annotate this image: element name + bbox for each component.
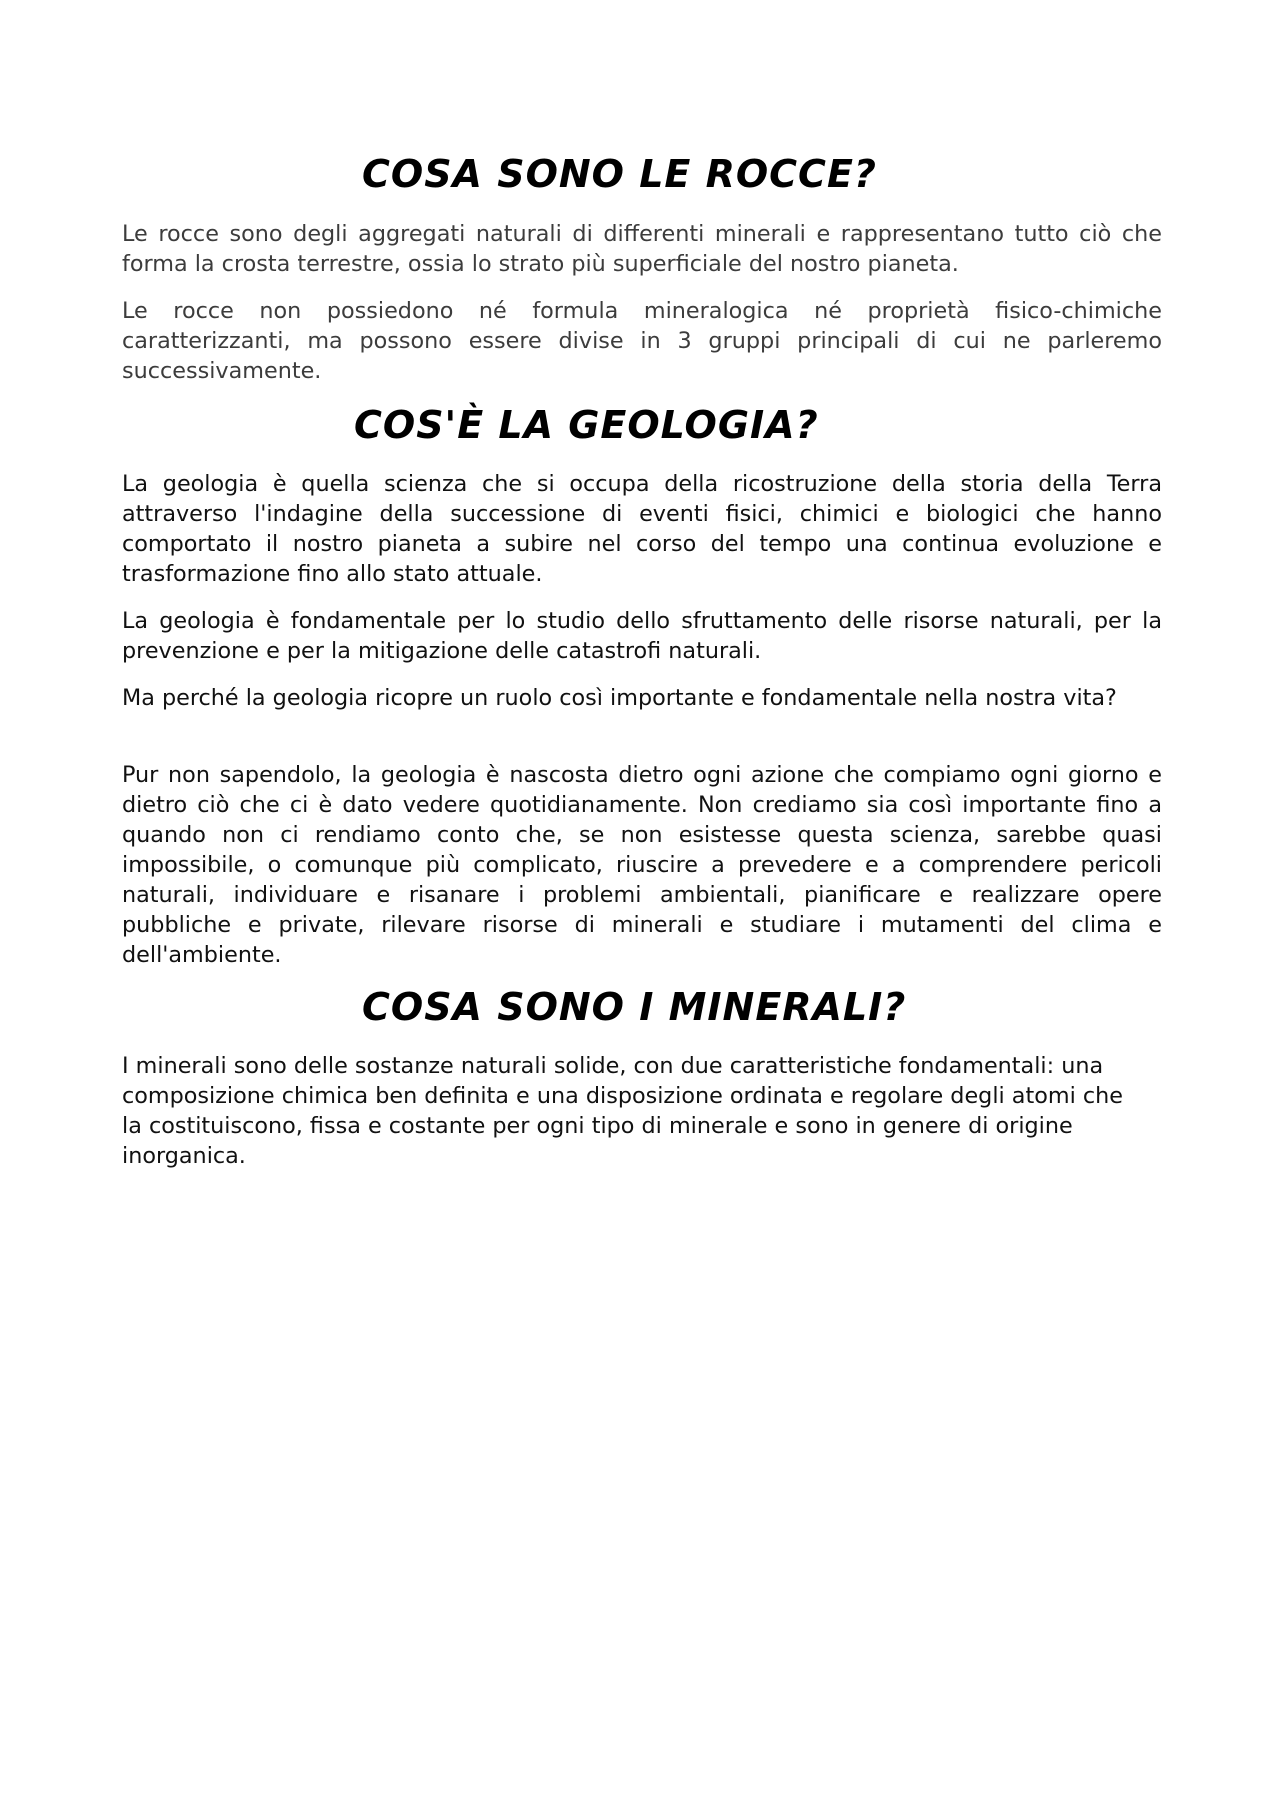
paragraph-geologia-1: La geologia è quella scienza che si occupa della ricostruzione della storia della Terra attraverso l'indagine della successione di eventi fisici, chimici e biologici che hanno comportato il nostro pianeta a subire nel corso del tempo una continua evoluzione e trasformazione fino allo stato attuale. xyxy=(122,471,1162,587)
paragraph-geologia-4: Pur non sapendolo, la geologia è nascosta dietro ogni azione che compiamo ogni giorno e dietro ciò che ci è dato vedere quotidianamente. Non crediamo sia così importante fino a quando non ci rendiamo conto che, se non esistesse questa scienza, sarebbe quasi impossibile, o comunque più complicato, riuscire a prevedere e a comprendere pericoli naturali, individuare e risanare i problemi ambientali, pianificare e realizzare opere pubbliche e private, rilevare risorse di minerali e studiare i mutamenti del clima e dell'ambiente. xyxy=(122,762,1162,968)
paragraph-minerali-1: I minerali sono delle sostanze naturali solide, con due caratteristiche fondamentali: una composizione chimica ben definita e una disposizione ordinata e regolare degli atomi che la costituiscono, fissa e costante per ogni tipo di minerale e sono in genere di origine inorganica. xyxy=(122,1053,1123,1169)
heading-minerali: COSA SONO I MINERALI? xyxy=(362,985,907,1029)
paragraph-geologia-2: La geologia è fondamentale per lo studio dello sfruttamento delle risorse naturali, per la prevenzione e per la mitigazione delle catastrofi naturali. xyxy=(122,608,1162,664)
heading-rocce: COSA SONO LE ROCCE? xyxy=(362,152,877,196)
paragraph-rocce-2: Le rocce non possiedono né formula mineralogica né proprietà fisico-chimiche caratterizzanti, ma possono essere divise in 3 gruppi principali di cui ne parleremo successivamente. xyxy=(122,298,1162,384)
heading-geologia: COS'È LA GEOLOGIA? xyxy=(354,403,819,447)
paragraph-rocce-1: Le rocce sono degli aggregati naturali di differenti minerali e rappresentano tutto ciò che forma la crosta terrestre, ossia lo strato più superficiale del nostro pianeta. xyxy=(122,221,1162,277)
paragraph-geologia-3: Ma perché la geologia ricopre un ruolo così importante e fondamentale nella nostra vita? xyxy=(122,685,1117,711)
